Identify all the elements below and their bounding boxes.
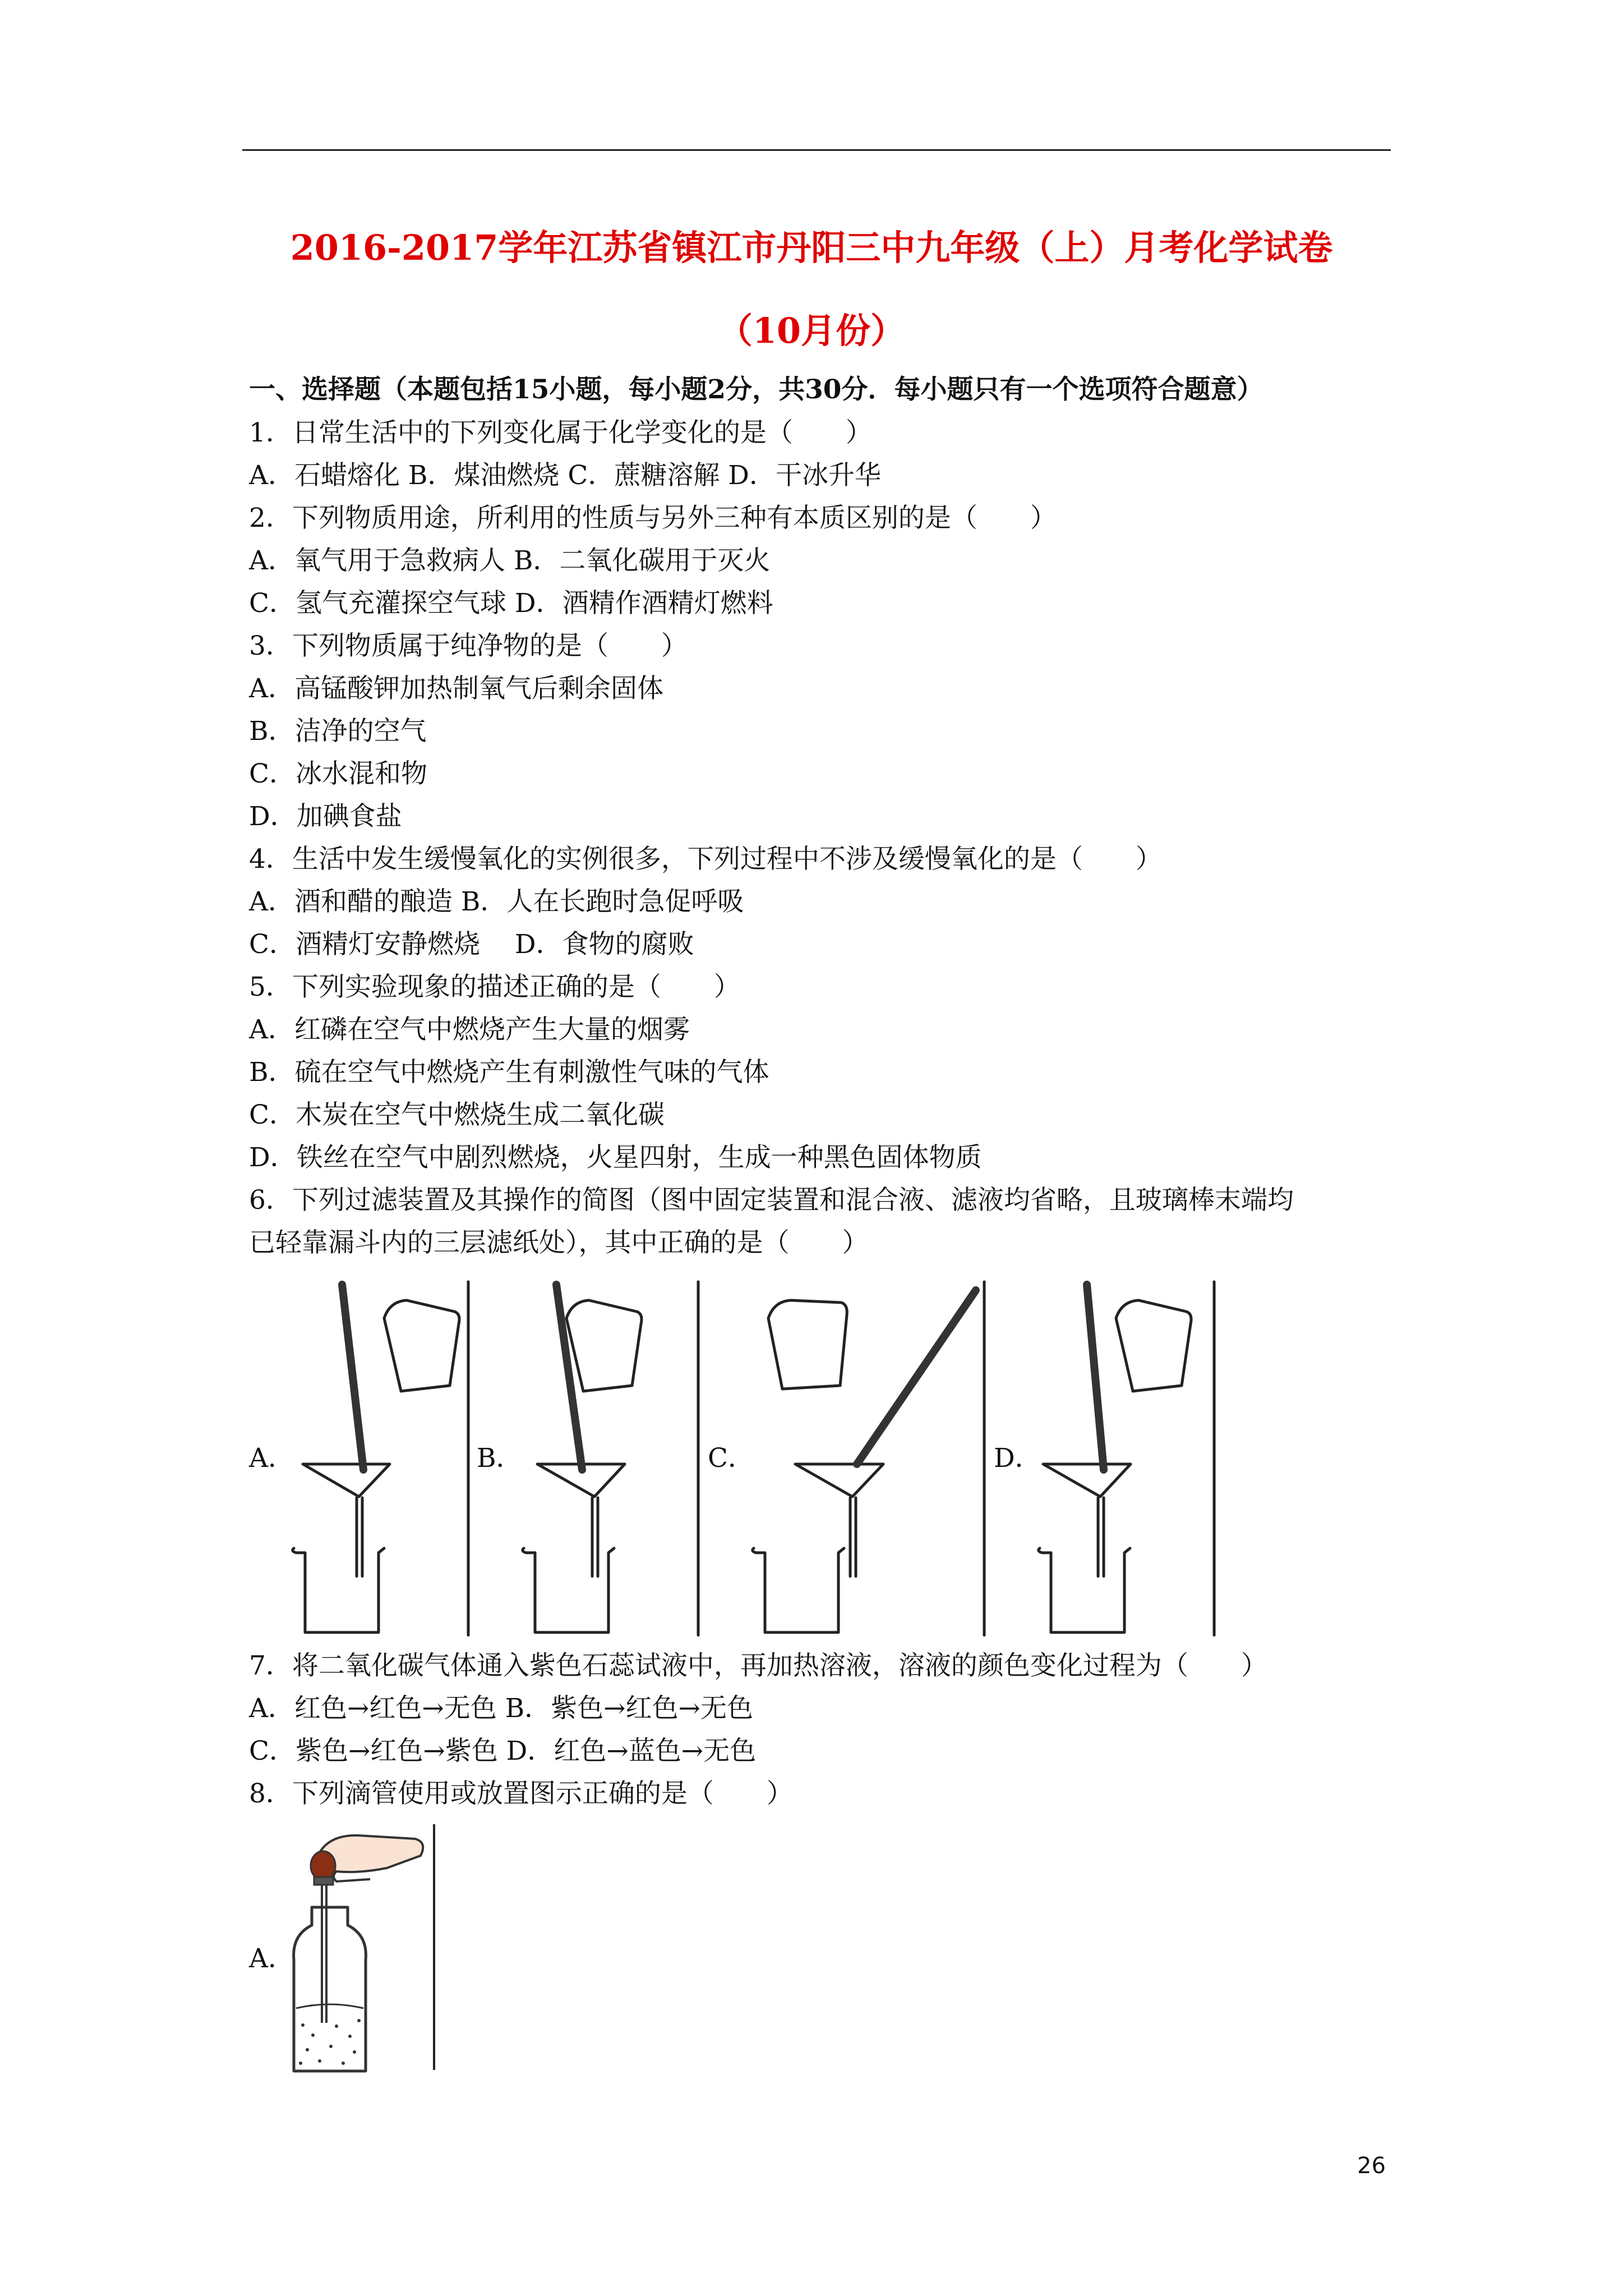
- question-5-option-a: A．红磷在空气中燃烧产生大量的烟雾: [249, 1014, 690, 1045]
- question-7: 7．将二氧化碳气体通入紫色石蕊试液中，再加热溶液，溶液的颜色变化过程为（ ）: [249, 1650, 1267, 1681]
- question-5-option-d: D．铁丝在空气中剧烈燃烧，火星四射，生成一种黑色固体物质: [249, 1142, 982, 1173]
- q6-figure-label-b: B．: [477, 1443, 523, 1474]
- question-4: 4．生活中发生缓慢氧化的实例很多，下列过程中不涉及缓慢氧化的是（ ）: [249, 844, 1162, 875]
- filtration-figure-c: [746, 1279, 993, 1638]
- question-4-options-2: C．酒精灯安静燃烧 D．食物的腐败: [249, 929, 694, 960]
- header-rule: [242, 149, 1391, 151]
- question-5-option-c: C．木炭在空气中燃烧生成二氧化碳: [249, 1099, 665, 1130]
- question-5: 5．下列实验现象的描述正确的是（ ）: [249, 972, 740, 1002]
- q6-figure-label-c: C．: [708, 1443, 754, 1474]
- q6-figure-label-d: D．: [994, 1443, 1041, 1474]
- question-7-options-1: A．红色→红色→无色 B．紫色→红色→无色: [249, 1693, 753, 1724]
- section-heading: 一、选择题（本题包括15小题，每小题2分，共30分．每小题只有一个选项符合题意）: [249, 374, 1264, 405]
- question-2-options-1: A．氧气用于急救病人 B．二氧化碳用于灭火: [249, 545, 771, 576]
- filtration-figure-b: [516, 1279, 707, 1638]
- question-3-option-c: C．冰水混和物: [249, 758, 427, 789]
- question-2: 2．下列物质用途，所利用的性质与另外三种有本质区别的是（ ）: [249, 503, 1057, 533]
- question-3: 3．下列物质属于纯净物的是（ ）: [249, 631, 688, 661]
- exam-subtitle: （10月份）: [717, 310, 906, 351]
- filtration-figure-a: [286, 1279, 477, 1638]
- question-3-option-a: A．高锰酸钾加热制氧气后剩余固体: [249, 673, 663, 704]
- question-4-options-1: A．酒和醋的酿造 B．人在长跑时急促呼吸: [249, 886, 744, 917]
- question-6-line-2: 已轻靠漏斗内的三层滤纸处），其中正确的是（ ）: [249, 1227, 869, 1258]
- question-3-option-b: B．洁净的空气: [249, 716, 427, 747]
- question-6-line-1: 6．下列过滤装置及其操作的简图（图中固定装置和混合液、滤液均省略，且玻璃棒末端均: [249, 1185, 1294, 1216]
- filtration-figure-d: [1032, 1279, 1223, 1638]
- q6-figure-label-a: A．: [249, 1443, 294, 1474]
- question-2-options-2: C．氢气充灌探空气球 D．酒精作酒精灯燃料: [249, 588, 773, 619]
- question-1-options: A．石蜡熔化 B．煤油燃烧 C．蔗糖溶解 D．干冰升华: [249, 460, 881, 491]
- q8-figure-label-a: A．: [249, 1943, 294, 1974]
- dropper-figure-a: [280, 1823, 443, 2076]
- question-8: 8．下列滴管使用或放置图示正确的是（ ）: [249, 1778, 793, 1809]
- question-7-options-2: C．紫色→红色→紫色 D．红色→蓝色→无色: [249, 1736, 757, 1766]
- question-1: 1．日常生活中的下列变化属于化学变化的是（ ）: [249, 417, 872, 448]
- question-5-option-b: B．硫在空气中燃烧产生有刺激性气味的气体: [249, 1057, 769, 1088]
- exam-title: 2016-2017学年江苏省镇江市丹阳三中九年级（上）月考化学试卷: [290, 227, 1333, 268]
- question-3-option-d: D．加碘食盐: [249, 801, 402, 832]
- page-number: 26: [1357, 2153, 1386, 2179]
